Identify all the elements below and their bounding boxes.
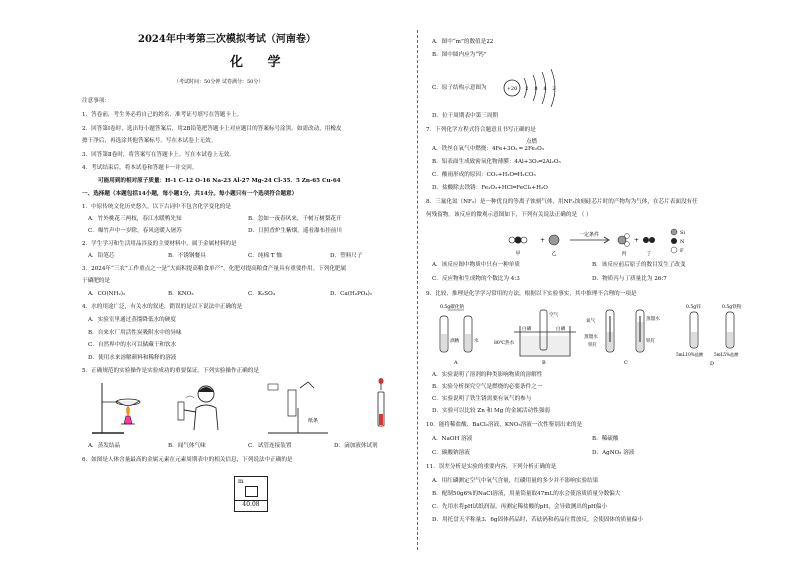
question-1-stem: 1．中原传统文化历史悠久，以下古词中不包含化学变化的是 bbox=[82, 204, 231, 210]
question-7-stem: 7．下列化学方程式符合题意且书写正确的是 bbox=[426, 127, 536, 133]
q5-option-d: D．滴加液体试剂 bbox=[334, 443, 378, 449]
legend-f-icon bbox=[671, 247, 677, 253]
question-9-stem: 9．比较、推理是化学学习常用的方法，根据以下实验事实，其中推理不合理的一项是 bbox=[426, 291, 637, 297]
fig-b-letter: B bbox=[542, 360, 546, 366]
figure-a-tubes-icon bbox=[440, 310, 472, 352]
fig-a-label-2: 酒精 bbox=[450, 339, 460, 344]
q7-option-d: D．盐酸除去铁锈：Fe₂O₃+HCl═FeCl₃+H₂O bbox=[432, 185, 548, 191]
shell-3-count: 8 bbox=[543, 86, 547, 92]
q11-option-d: D．用托盘天平称量3．6g固体药品时，若砝码和药品位置放反，会使固体的质量偏小 bbox=[432, 517, 643, 523]
fig-c-label-2: 蒸馏水 bbox=[584, 335, 598, 340]
q1-option-c: C．爆竹声中一岁除，春风送暖入屠苏 bbox=[88, 228, 182, 234]
q6-option-d: D．位于周期表中第三周期 bbox=[432, 113, 499, 119]
fig-c-label-1: 氧气 bbox=[586, 319, 596, 324]
legend-si-icon bbox=[671, 229, 677, 235]
q2-option-b: B．不锈钢餐具 bbox=[168, 253, 206, 259]
q6-option-c: C．原子结构示意图为 bbox=[432, 85, 487, 91]
legend-f: F bbox=[680, 248, 684, 254]
atomic-structure-diagram bbox=[500, 68, 570, 108]
dropper-icon bbox=[378, 378, 384, 426]
fig-d-label-4: 5mL5%盐酸 bbox=[714, 352, 739, 357]
question-3-stem-cont: 于磷肥的是 bbox=[82, 278, 110, 284]
fig-d-label-1: 0.5g锌 bbox=[686, 305, 701, 310]
q10-option-a: A．NaOH 溶液 bbox=[432, 436, 473, 442]
q10-option-d: D．AgNO₃ 溶液 bbox=[592, 450, 635, 456]
label-jia: 甲 bbox=[515, 251, 521, 257]
question-11-stem: 11．误差分析是实验的重要内容，下列分析正确的是 bbox=[426, 464, 557, 470]
q8-option-d: D．物质丙与丁质量比为 26:7 bbox=[592, 276, 667, 282]
q8-condition: 一定条件 bbox=[578, 232, 600, 238]
q3-option-b: B．KNO₃ bbox=[168, 291, 194, 297]
q1-option-b: B．忽如一夜春风来，千树万树梨花开 bbox=[248, 216, 342, 222]
q7-option-a: A．铁丝在氧气中燃烧：4Fe+3O₂ ═ 2Fe₂O₃ bbox=[432, 146, 544, 152]
connecting-tube-icon bbox=[268, 382, 328, 433]
note-item: 2．回答第Ⅰ卷时，选出每小题答案后，用2B铅笔把答题卡上对应题目的答案标号涂黑。如需改动，用橡皮 bbox=[82, 126, 342, 132]
question-2-stem: 2．学生学习和生活用品涉及的主要材料中，属于金属材料的是 bbox=[82, 241, 237, 247]
q9-option-c: C．实验说明了铁生锈需要有氧气的参与 bbox=[432, 396, 532, 402]
smelling-gas-icon bbox=[178, 386, 218, 430]
left-column bbox=[82, 0, 412, 562]
label-yi: 乙 bbox=[551, 251, 557, 257]
q5-option-a: A．蒸发结晶 bbox=[88, 443, 121, 449]
q11-option-c: C．先用水将pH试纸润湿，再测定稀盐酸的pH，会导致测出的pH偏小 bbox=[432, 504, 608, 510]
shell-1-count: 2 bbox=[525, 86, 529, 92]
fig-b-label-3: 白磷 bbox=[522, 327, 532, 332]
shell-2-count: 8 bbox=[534, 86, 538, 92]
q11-option-b: B．配制50g6%的NaCl溶液，用量筒量取47mL的水会使溶质质量分数偏大 bbox=[432, 491, 621, 497]
fig-a-label-3: 水 bbox=[474, 339, 479, 344]
label-ding: 丁 bbox=[646, 251, 652, 257]
cell-symbol: m bbox=[238, 478, 244, 485]
legend-n-icon bbox=[671, 238, 677, 244]
q10-option-b: B．稀硫酸 bbox=[592, 436, 619, 442]
periodic-table-cell bbox=[234, 476, 268, 512]
question-6-stem: 6．如图是人体含量最高的金属元素在元素周期表中的相关信息，下列说法中正确的是 bbox=[82, 457, 293, 463]
q6-option-a: A．图中“m”的数值是22 bbox=[432, 39, 494, 45]
fig-d-label-2: 0.5g铁粉 bbox=[722, 305, 742, 310]
fig-c-label-4: 蒸馏水 bbox=[646, 317, 660, 322]
q8-option-b: B．该反应前后原子的数目发生了改变 bbox=[592, 262, 686, 268]
q5-fig-label: 纸条 bbox=[308, 418, 319, 424]
q8-option-a: A．该反应图中物质中只有一种单质 bbox=[432, 262, 520, 268]
molecule-bing-icon bbox=[618, 234, 629, 247]
q4-option-a: A．实验室里通过蒸馏降低水的硬度 bbox=[88, 317, 176, 323]
fig-d-label-3: 5mL10%盐酸 bbox=[676, 352, 704, 357]
q5-figures bbox=[88, 378, 408, 438]
exam-info: （考试时间：50分钟 试卷满分：50分） bbox=[174, 79, 264, 85]
note-item: 1．答卷前，考生务必将自己的姓名、准考证号填写在答题卡上。 bbox=[82, 112, 243, 118]
q7-reaction-condition: 点燃 bbox=[526, 139, 538, 145]
q3-option-c: C．K₂SO₄ bbox=[248, 291, 275, 297]
q5-option-b: B．闻气体气味 bbox=[168, 443, 206, 449]
question-10-stem: 10．能将稀盐酸、BaCl₂溶液、KNO₃溶液一次性鉴别出来的是 bbox=[426, 422, 583, 428]
note-item: 3．回答第Ⅱ卷时，将答案写在答题卡上。写在本试卷上无效。 bbox=[82, 152, 235, 158]
q9-experiment-figures bbox=[430, 302, 750, 368]
q10-option-c: C．碳酸钠溶液 bbox=[432, 450, 470, 456]
subject-title: 化 学 bbox=[230, 55, 291, 70]
section-heading: 一、选择题（本题包括14小题，每小题1分，共14分。每小题只有一个选项符合题意） bbox=[82, 191, 298, 197]
note-item: 擦干净后，再选涂其他答案标号。写在本试卷上无效。 bbox=[82, 138, 217, 144]
figure-d-tubes-icon bbox=[690, 312, 734, 348]
fig-a-letter: A bbox=[454, 360, 458, 366]
fig-c-letter: C bbox=[624, 360, 628, 366]
label-bing: 丙 bbox=[621, 251, 627, 257]
question-3-stem: 3．2024年“三农”工作重点之一是“大面积提高粮食单产”，化肥对提高粮食产量具有重要作用。下列化肥属 bbox=[82, 266, 347, 272]
q7-option-b: B．铝表面生成致密氧化物薄膜：4Al+3O₂═2Al₂O₃ bbox=[432, 159, 561, 165]
q3-option-d: D．Ca(H₂PO₄)₂ bbox=[330, 291, 373, 297]
question-8-stem-cont: 何残留物。该反应的微观示意图如下，下列有关说法正确的是 （ ） bbox=[426, 212, 592, 218]
q2-option-c: C．纯棉 T 恤 bbox=[248, 253, 282, 259]
cell-element-box bbox=[245, 486, 258, 497]
notes-heading: 注意事项： bbox=[82, 98, 110, 104]
q9-option-b: B．实验分析探究空气是燃烧的必要条件之一 bbox=[432, 384, 543, 390]
q7-option-c: C．酸雨形成的原因：CO₂+H₂O═H₂CO₃ bbox=[432, 172, 536, 178]
fig-b-label-1: 空气 bbox=[549, 313, 559, 318]
nucleus-label: +20 bbox=[506, 86, 518, 92]
figure-c-tubes-icon bbox=[606, 310, 644, 352]
atomic-masses: 可能用到的相对原子质量：H-1 C-12 O-16 Na-23 Al-27 Mg-24 Cl-35．5 Zn-65 Cu-64 bbox=[98, 178, 341, 184]
q2-option-d: D．塑料尺子 bbox=[330, 253, 363, 259]
fig-a-label-1: 0.5g碳化钠 bbox=[440, 305, 465, 310]
right-column bbox=[426, 0, 756, 562]
q9-option-a: A．实验说明了溶剂的种类影响物质的溶解性 bbox=[432, 372, 543, 378]
q2-option-a: A．铅笔芯 bbox=[88, 253, 115, 259]
fig-d-letter: D bbox=[710, 361, 715, 367]
molecule-ding-icon bbox=[643, 237, 655, 243]
q4-option-c: C．自然界中的水可以储藏于和饮水 bbox=[88, 342, 177, 348]
shell-4-count: 2 bbox=[552, 86, 556, 92]
fig-c-label-5: 铁钉 bbox=[646, 339, 656, 344]
figure-b-beaker-icon bbox=[514, 310, 576, 356]
column-divider bbox=[417, 30, 418, 550]
molecule-yi-icon bbox=[549, 235, 559, 245]
q1-option-a: A．竹外桃花三两枝，春江水暖鸭先知 bbox=[88, 216, 182, 222]
q9-option-d: D．实验可以比较 Zn 和 Mg 的金属活动性强弱 bbox=[432, 408, 550, 414]
question-4-stem: 4．水的用途广泛，有关水的叙述，錯误的是以下说法中正确的是 bbox=[82, 304, 243, 310]
q5-option-c: C．试管连接装置 bbox=[248, 443, 292, 449]
q6-option-b: B．图中圆内应为“钙” bbox=[432, 52, 487, 58]
fig-b-label-4: 白磷 bbox=[556, 327, 566, 332]
svg-text:+: + bbox=[634, 237, 640, 244]
evaporation-apparatus-icon bbox=[92, 383, 140, 433]
fig-b-label-2: 80℃热水 bbox=[494, 341, 515, 346]
q8-molecular-diagram bbox=[496, 226, 696, 258]
q4-option-d: D．使用水来溶解颜料和稀释的溶液 bbox=[88, 355, 177, 361]
q11-option-a: A．用红磷测定空气中氧气含量，红磷用量的多少并不影响实验结果 bbox=[432, 478, 599, 484]
molecule-jia-icon bbox=[509, 237, 527, 244]
exam-title: 2024年中考第三次模拟考试（河南卷） bbox=[138, 34, 316, 45]
legend-si: Si bbox=[680, 230, 686, 236]
fig-c-label-3: 铁钉 bbox=[588, 343, 598, 348]
question-8-stem: 8．三氟化氮（NF₃）是一种优良的等离子蚀刻气体，用NF₃蚀刻硅芯片时的产物均为气体，在芯片表面没有任 bbox=[426, 199, 698, 205]
q3-option-a: A．CO(NH₂)₂ bbox=[88, 291, 126, 297]
cell-mass: 40.08 bbox=[235, 500, 267, 508]
svg-text:+: + bbox=[540, 237, 546, 244]
question-5-stem: 5．正确规范的实验操作是实验成功的重要保证。下列实验操作正确的是 bbox=[82, 368, 259, 374]
legend-n: N bbox=[680, 239, 685, 245]
q8-option-c: C．反应物和生成物的个数比为 4:3 bbox=[432, 276, 520, 282]
note-item: 4．考试结束后，将本试卷和答题卡一并交回。 bbox=[82, 165, 198, 171]
q4-option-b: B．自来水厂用活性炭吸附水中的异味 bbox=[88, 330, 182, 336]
q1-option-d: D．日照香炉生紫烟，遥看瀑布挂前川 bbox=[248, 228, 342, 234]
